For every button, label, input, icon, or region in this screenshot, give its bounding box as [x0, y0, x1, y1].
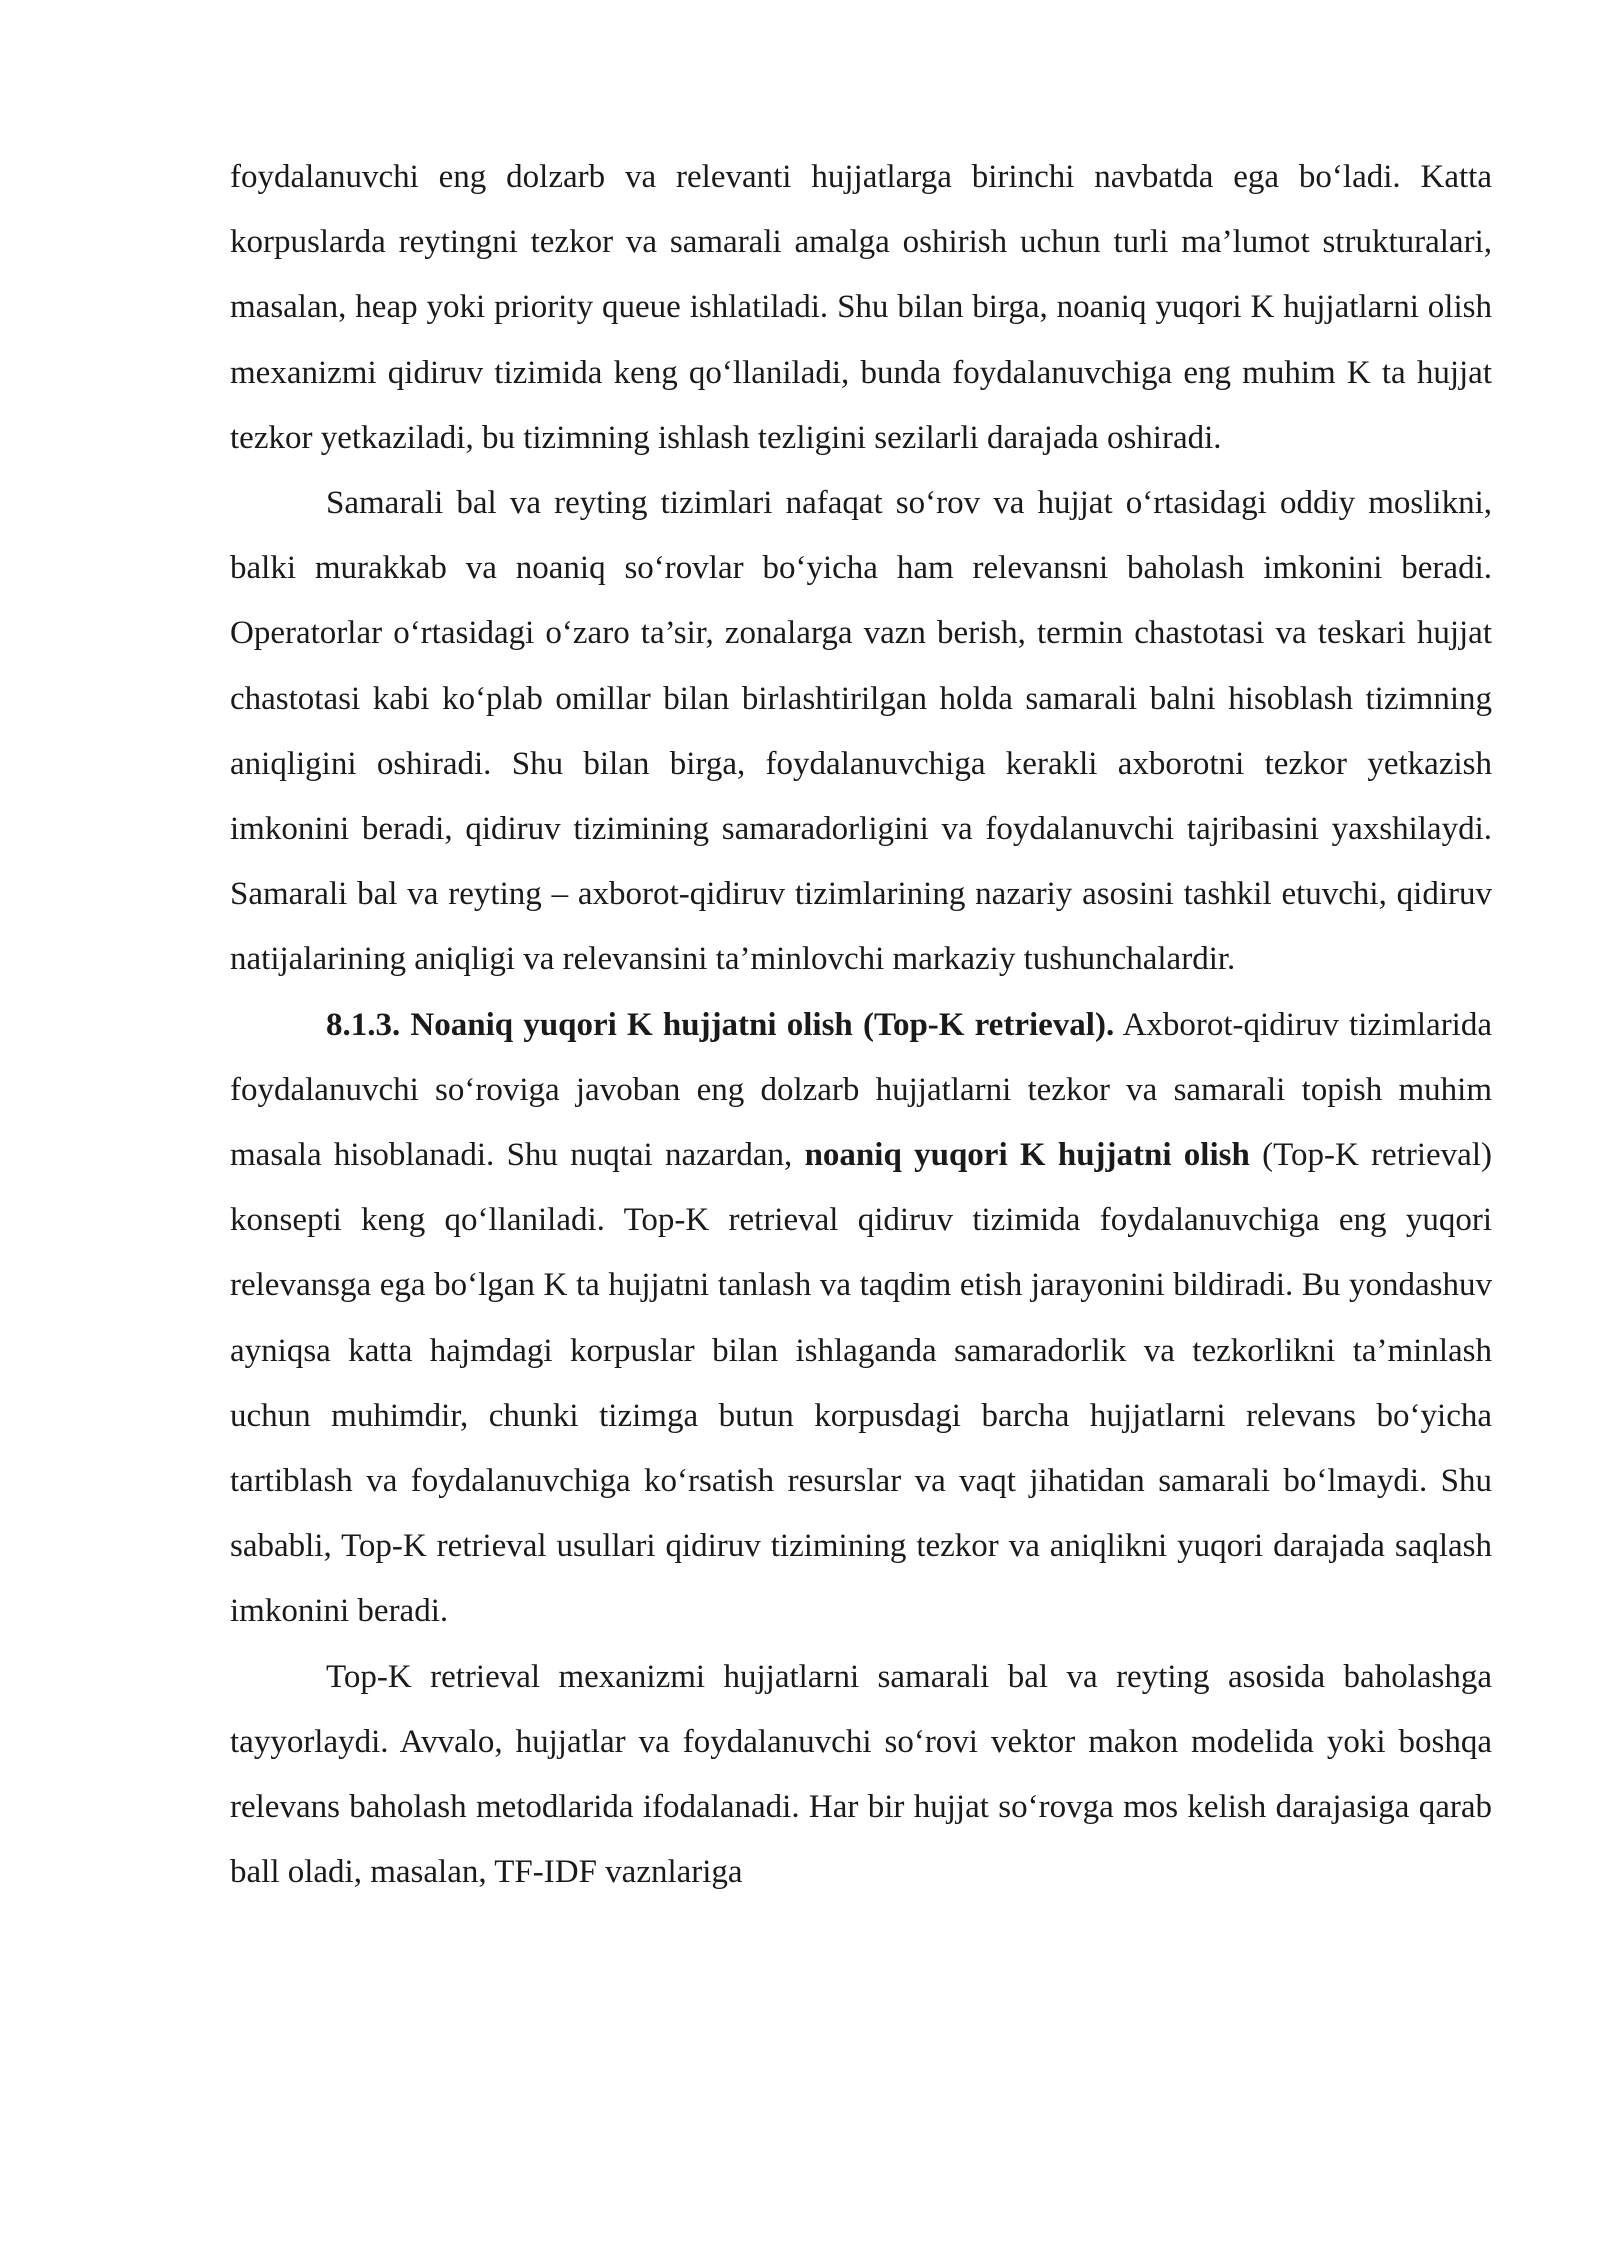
paragraph-text: Top-K retrieval mexanizmi hujjatlarni samarali bal va reyting asosida baholashga tayyorlaydi. Avvalo, hujjatlar va foydalanuvchi so‘rovi vektor makon modelida yoki boshqa relevans baholash metodlarida ifodalanadi. Har bir hujjat so‘rovga mos kelish darajasiga qarab ball oladi, masalan, TF-IDF vaznlariga: [230, 1658, 1492, 1891]
paragraph-text: (Top-K retrieval) konsepti keng qo‘llaniladi. Top-K retrieval qidiruv tizimida foydalanuvchiga eng yuqori relevansga ega bo‘lgan K ta hujjatni tanlash va taqdim etish jarayonini bildiradi. Bu yondashuv ayniqsa katta hajmdagi korpuslar bilan ishlaganda samaradorlik va tezkorlikni ta’minlash uchun muhimdir, chunki tizimga butun korpusdagi barcha hujjatlarni relevans bo‘yicha tartiblash va foydalanuvchiga ko‘rsatish resurslar va vaqt jihatidan samarali bo‘lmaydi. Shu sababli, Top-K retrieval usullari qidiruv tizimining tezkor va aniqlikni yuqori darajada saqlash imkonini beradi.: [230, 1137, 1492, 1630]
document-page: [230, 145, 1492, 1905]
paragraph-text: Samarali bal va reyting tizimlari nafaqat so‘rov va hujjat o‘rtasidagi oddiy moslikni, balki murakkab va noaniq so‘rovlar bo‘yicha ham relevansni baholash imkonini beradi. Operatorlar o‘rtasidagi o‘zaro ta’sir, zonalarga vazn berish, termin chastotasi va teskari hujjat chastotasi kabi ko‘plab omillar bilan birlashtirilgan holda samarali balni hisoblash tizimning aniqligini oshiradi. Shu bilan birga, foydalanuvchiga kerakli axborotni tezkor yetkazish imkonini beradi, qidiruv tizimining samaradorligini va foydalanuvchi tajribasini yaxshilaydi. Samarali bal va reyting – axborot-qidiruv tizimlarining nazariy asosini tashkil etuvchi, qidiruv natijalarining aniqligi va relevansini ta’minlovchi markaziy tushunchalardir.: [230, 485, 1492, 978]
paragraph-text: Axborot-qidiruv tizimlarida foydalanuvchi so‘roviga javoban eng dolzarb hujjatlarni tezkor va samarali topish muhim masala hisoblanadi. Shu nuqtai nazardan,: [230, 1006, 1492, 1174]
bold-term: noaniq yuqori K hujjatni olish: [804, 1137, 1250, 1174]
paragraph-text: foydalanuvchi eng dolzarb va relevanti hujjatlarga birinchi navbatda ega bo‘ladi. Katta korpuslarda reytingni tezkor va samarali amalga oshirish uchun turli ma’lumot strukturalari, masalan, heap yoki priority queue ishlatiladi. Shu bilan birga, noaniq yuqori K hujjatlarni olish mexanizmi qidiruv tizimida keng qo‘llaniladi, bunda foydalanuvchiga eng muhim K ta hujjat tezkor yetkaziladi, bu tizimning ishlash tezligini sezilarli darajada oshiradi.: [230, 159, 1492, 456]
paragraph: [230, 471, 1492, 993]
section-heading: 8.1.3. Noaniq yuqori K hujjatni olish (Top-K retrieval).: [326, 1006, 1115, 1043]
section-paragraph: [230, 993, 1492, 1645]
paragraph: [230, 145, 1492, 471]
paragraph: [230, 1645, 1492, 1906]
